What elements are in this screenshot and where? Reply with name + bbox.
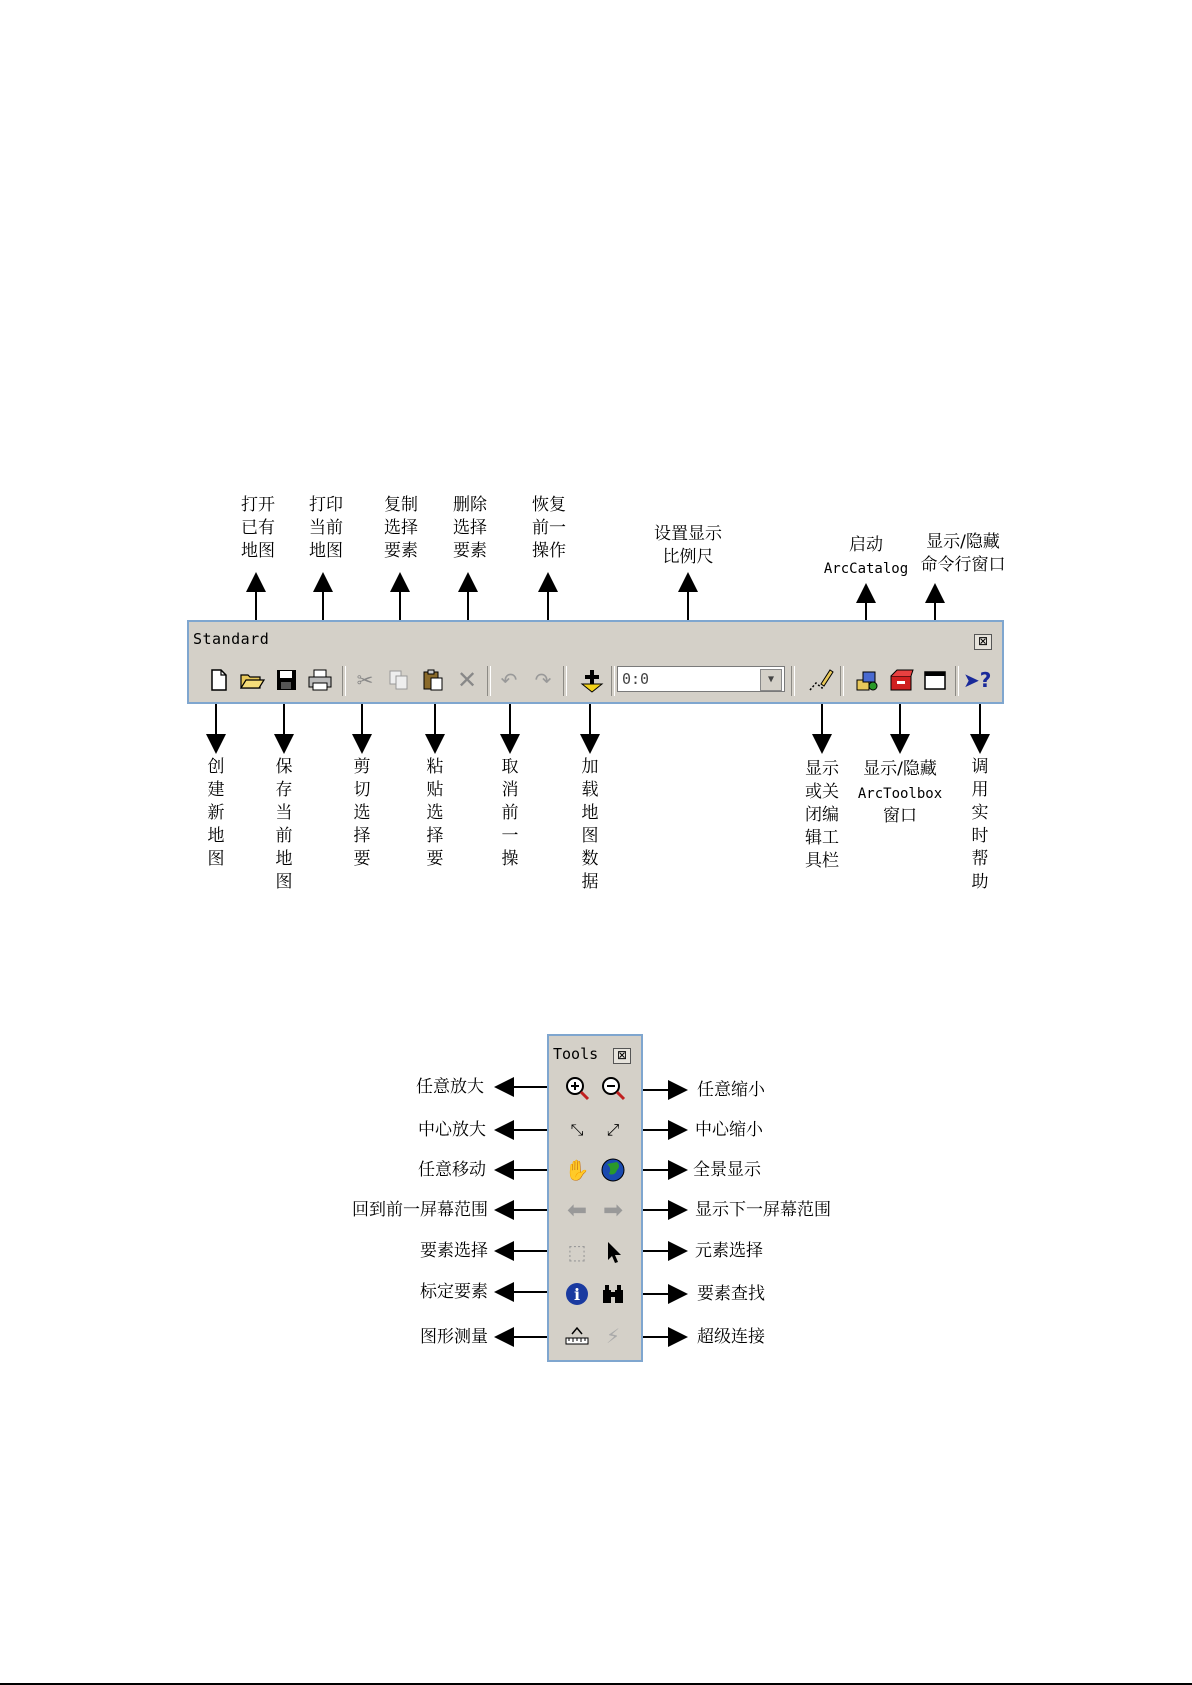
label-delete-selected: 删除 选择 要素 [453, 495, 487, 561]
label-arctoolbox-line3: 窗口 [883, 806, 917, 826]
tools-close-icon[interactable]: ⊠ [613, 1048, 631, 1064]
zoom-in-icon[interactable] [563, 1074, 591, 1102]
label-find: 要素查找 [697, 1284, 765, 1304]
label-undo: 取消前一操 [501, 757, 519, 869]
label-add-data: 加载地图数据 [581, 757, 599, 892]
label-cut-selected: 剪切选择要 [353, 757, 371, 869]
label-open-map: 打开 已有 地图 [241, 495, 275, 561]
label-select-elements: 元素选择 [695, 1241, 763, 1261]
fixed-zoom-out-icon[interactable]: ⤢ [606, 1120, 620, 1139]
add-data-icon[interactable] [578, 666, 606, 694]
open-folder-icon[interactable] [238, 666, 266, 694]
whats-this-help-icon[interactable]: ➤? [963, 668, 992, 692]
save-disk-icon[interactable] [272, 666, 300, 694]
pointer-icon[interactable] [599, 1238, 627, 1266]
label-save-map: 保存当前地图 [275, 757, 293, 892]
arctoolbox-icon[interactable] [887, 666, 915, 694]
editor-toolbar-icon[interactable] [807, 666, 835, 694]
map-scale-value: 0:0 [622, 670, 650, 688]
globe-icon[interactable] [599, 1156, 627, 1184]
label-arctoolbox-line2: ArcToolbox [857, 786, 943, 802]
zoom-out-icon[interactable] [599, 1074, 627, 1102]
label-set-scale: 设置显示 比例尺 [654, 524, 722, 567]
measure-icon[interactable] [563, 1322, 591, 1350]
label-redo: 恢复 前一 操作 [532, 495, 566, 561]
pan-hand-icon[interactable]: ✋ [564, 1158, 590, 1182]
undo-icon[interactable]: ↶ [500, 668, 518, 692]
label-cmdline-window: 显示/隐藏 命令行窗口 [920, 532, 1006, 575]
label-full-extent: 全景显示 [693, 1160, 761, 1180]
label-identify: 标定要素 [420, 1282, 488, 1302]
label-fixed-zoom-in: 中心放大 [418, 1120, 486, 1140]
back-arrow-icon[interactable]: ⬅ [566, 1196, 588, 1224]
fixed-zoom-in-icon[interactable]: ⤡ [570, 1120, 584, 1139]
select-features-icon[interactable]: ⬚ [567, 1240, 587, 1264]
label-arccatalog-line2: ArcCatalog [823, 561, 909, 577]
tools-toolbar [547, 1034, 643, 1362]
standard-toolbar-title: Standard [193, 630, 270, 648]
info-icon[interactable] [563, 1280, 591, 1308]
scissors-icon[interactable]: ✂ [356, 668, 374, 692]
label-zoom-in: 任意放大 [416, 1077, 484, 1097]
label-paste-selected: 粘贴选择要 [426, 757, 444, 869]
printer-icon[interactable] [306, 666, 334, 694]
binoculars-icon[interactable] [599, 1280, 627, 1308]
paste-icon[interactable] [419, 666, 447, 694]
label-measure: 图形测量 [420, 1327, 488, 1347]
label-arctoolbox-line1: 显示/隐藏 [863, 759, 937, 779]
delete-x-icon[interactable]: ✕ [456, 666, 478, 694]
arccatalog-icon[interactable] [853, 666, 881, 694]
standard-close-icon[interactable]: ⊠ [974, 634, 992, 650]
command-line-icon[interactable] [921, 666, 949, 694]
label-back-extent: 回到前一屏幕范围 [352, 1200, 488, 1220]
label-help: 调用实时帮助 [971, 757, 989, 892]
label-copy-selected: 复制 选择 要素 [384, 495, 418, 561]
tools-toolbar-title: Tools [553, 1045, 599, 1063]
label-hyperlink: 超级连接 [697, 1327, 765, 1347]
copy-icon[interactable] [385, 666, 413, 694]
lightning-icon[interactable]: ⚡ [605, 1324, 621, 1348]
label-zoom-out: 任意缩小 [697, 1080, 765, 1100]
svg-text:i: i [573, 1285, 581, 1304]
forward-arrow-icon[interactable]: ➡ [602, 1196, 624, 1224]
label-editor-toolbar: 显示 或关 闭编 辑工 具栏 [805, 759, 839, 871]
chevron-down-icon[interactable]: ▼ [760, 669, 782, 691]
label-arccatalog-line1: 启动 [849, 535, 883, 555]
standard-toolbar [187, 620, 1004, 704]
label-print-map: 打印 当前 地图 [309, 495, 343, 561]
label-forward-extent: 显示下一屏幕范围 [695, 1200, 831, 1220]
map-scale-combobox[interactable] [617, 666, 785, 692]
label-new-map: 创建新地图 [207, 757, 225, 869]
new-document-icon[interactable] [204, 666, 232, 694]
label-fixed-zoom-out: 中心缩小 [695, 1120, 763, 1140]
label-select-features: 要素选择 [420, 1241, 488, 1261]
redo-icon[interactable]: ↷ [534, 668, 552, 692]
label-pan: 任意移动 [418, 1160, 486, 1180]
